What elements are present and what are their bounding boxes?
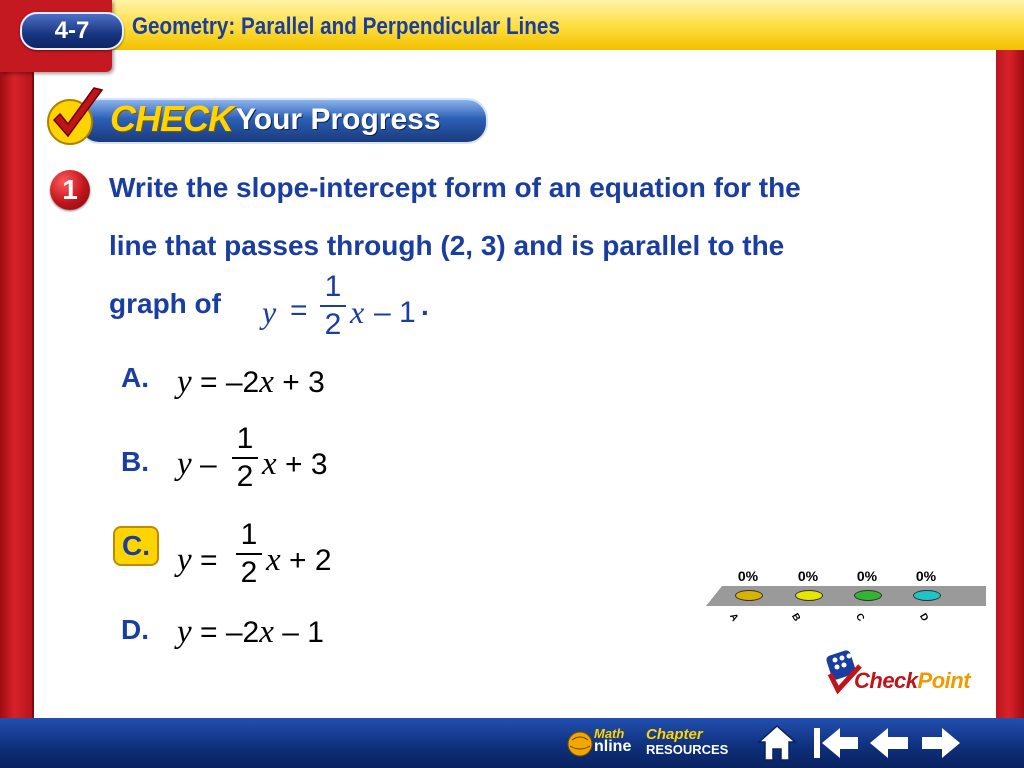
- choice-c-denominator: 2: [240, 556, 258, 589]
- choice-b-denominator: 2: [236, 460, 254, 493]
- first-slide-icon[interactable]: [810, 722, 862, 764]
- choice-a-y: y: [177, 364, 192, 400]
- chapter-resources-link[interactable]: [646, 727, 728, 757]
- choice-c-fraction: [236, 518, 262, 590]
- choice-b-label[interactable]: B.: [121, 446, 149, 477]
- poll-percent-c: 0%: [856, 568, 878, 584]
- choice-b-lhs: [177, 446, 217, 483]
- math-online-link[interactable]: [594, 727, 631, 753]
- eq-equals: =: [290, 294, 308, 327]
- choice-d-equation: [177, 614, 324, 651]
- choice-b-rhs: [262, 446, 328, 483]
- poll-percent-a: 0%: [737, 568, 759, 584]
- banner-check-text: CHECK: [110, 98, 234, 139]
- choice-b-rest: + 3: [276, 448, 328, 481]
- lesson-badge: 4-7: [20, 12, 124, 50]
- question-line-2: line that passes through (2, 3) and is parallel to the: [109, 230, 785, 261]
- choice-b-x: x: [262, 446, 277, 482]
- lesson-title: Geometry: Parallel and Perpendicular Lines: [132, 13, 560, 40]
- checkpoint-point-word: Point: [917, 668, 971, 693]
- choice-b-numerator: 1: [236, 422, 254, 455]
- banner-your-progress-text: Your Progress: [236, 103, 441, 136]
- choice-b-fraction-bar: [232, 457, 258, 459]
- question-line-3: graph of: [109, 288, 221, 319]
- choice-c-rest: + 2: [280, 544, 332, 577]
- poll-label-a: A: [727, 611, 741, 624]
- choice-c-x: x: [266, 542, 281, 578]
- poll-percent-d: 0%: [915, 568, 937, 584]
- choice-b-y: y: [177, 446, 192, 482]
- eq-fraction-bar: [320, 305, 346, 307]
- math-online-label-2: nline: [594, 738, 632, 755]
- poll-label-c: C: [853, 611, 867, 624]
- choice-c-lhs: [177, 542, 218, 579]
- choice-a-x: x: [259, 364, 274, 400]
- left-red-border: [0, 0, 32, 768]
- next-slide-icon[interactable]: [918, 722, 964, 764]
- eq-denominator: 2: [324, 308, 342, 341]
- question-number-badge: 1: [50, 170, 90, 210]
- poll-oval-b: [795, 590, 823, 601]
- eq-numerator: 1: [324, 270, 342, 303]
- check-your-progress-banner: [40, 86, 488, 148]
- chapter-label: Chapter: [646, 726, 703, 743]
- choice-a-op: = –2: [191, 366, 260, 399]
- poll-percent-b: 0%: [797, 568, 819, 584]
- choice-d-op: = –2: [191, 616, 260, 649]
- choice-c-numerator: 1: [240, 518, 258, 551]
- right-red-border: [994, 0, 1024, 768]
- poll-label-d: D: [917, 611, 931, 624]
- choice-d-x: x: [259, 614, 274, 650]
- eq-y: y: [262, 294, 277, 330]
- choice-c-op: =: [191, 544, 218, 577]
- choice-c-label[interactable]: C.: [113, 526, 159, 566]
- choice-a-rest: + 3: [273, 366, 325, 399]
- checkpoint-check-word: Check: [854, 668, 918, 693]
- choice-d-label[interactable]: D.: [121, 614, 149, 645]
- checkmark-icon: [40, 86, 120, 148]
- eq-fraction: [320, 270, 346, 342]
- math-online-label-1: Math: [594, 726, 625, 741]
- eq-period: .: [421, 290, 429, 321]
- previous-slide-icon[interactable]: [866, 722, 912, 764]
- question-line-1: Write the slope-intercept form of an equation for the: [109, 172, 801, 203]
- choice-a-label[interactable]: A.: [121, 362, 149, 393]
- choice-c-y: y: [177, 542, 192, 578]
- choice-a-equation: [177, 364, 325, 401]
- poll-oval-c: [854, 590, 882, 601]
- poll-label-b: B: [789, 611, 803, 624]
- choice-d-y: y: [177, 614, 192, 650]
- choice-d-rest: – 1: [273, 616, 324, 649]
- choice-b-fraction: [232, 422, 258, 494]
- poll-oval-d: [913, 590, 941, 601]
- choice-c-rhs: [266, 542, 332, 579]
- checkpoint-logo: [824, 648, 976, 700]
- home-icon[interactable]: [756, 722, 798, 764]
- eq-minus-one: – 1: [374, 296, 416, 329]
- checkpoint-text: [854, 668, 970, 694]
- choice-b-op: –: [191, 448, 217, 481]
- eq-x: x: [350, 294, 365, 330]
- poll-oval-a: [735, 590, 763, 601]
- resources-label: RESOURCES: [646, 742, 729, 757]
- choice-c-fraction-bar: [236, 553, 262, 555]
- response-poll: [706, 566, 970, 636]
